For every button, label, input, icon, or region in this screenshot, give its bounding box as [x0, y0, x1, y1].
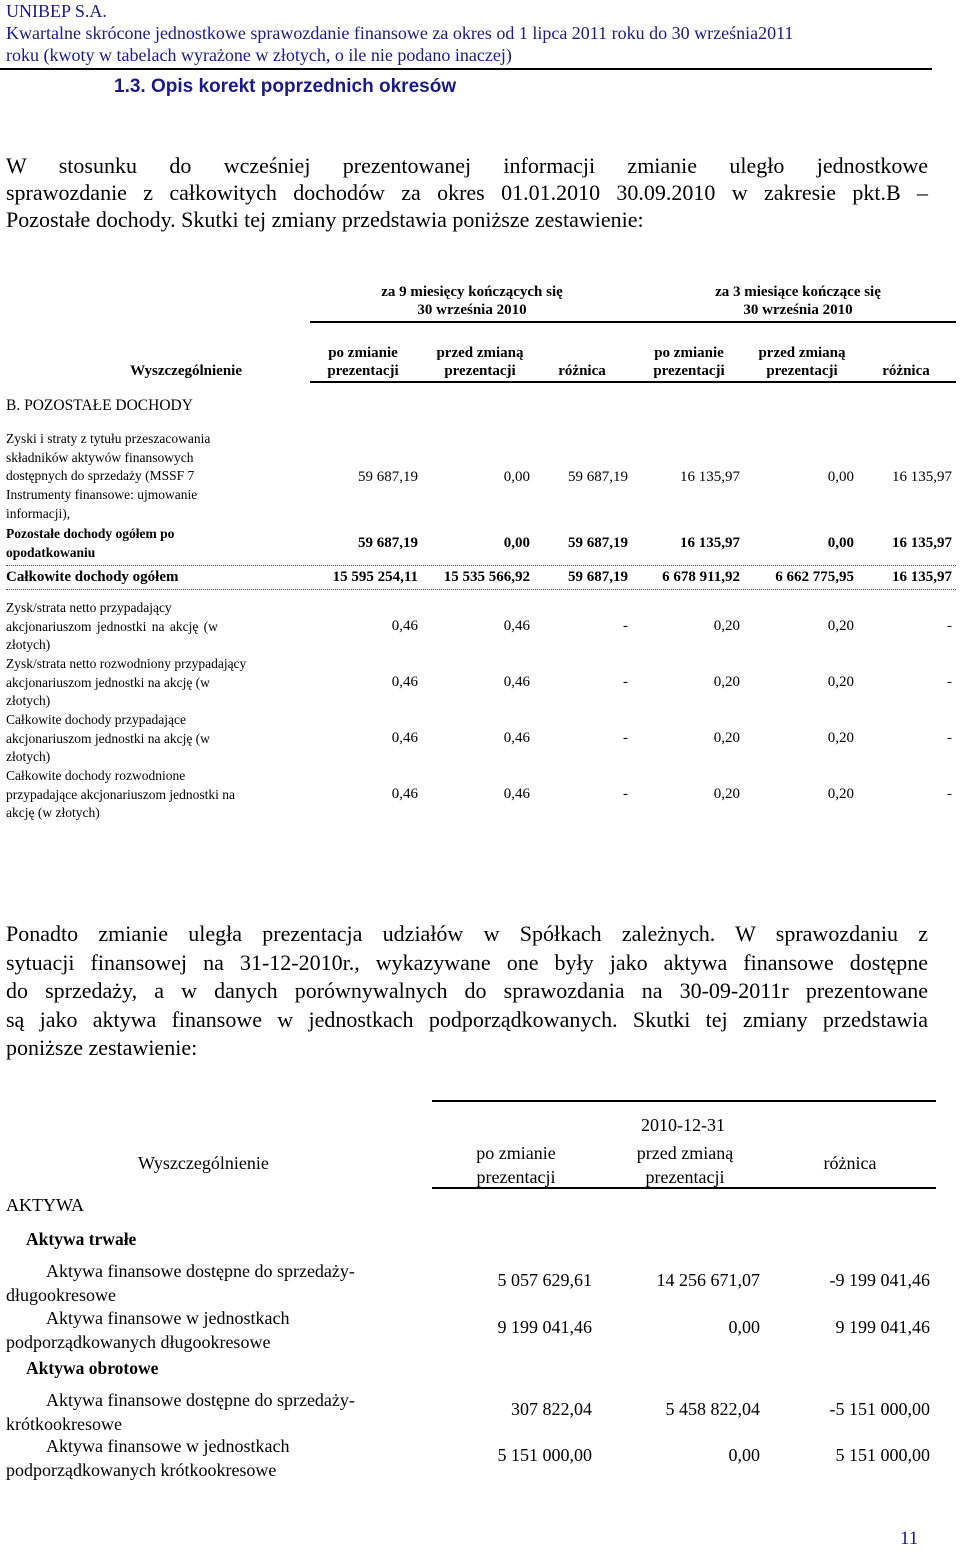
paragraph-2-line: do sprzedaży, a w danych porównywalnych do sprawozdania na 30-09-2011r prezentowane — [6, 978, 928, 1003]
col-po-zmianie-1 — [316, 344, 410, 380]
table-cell: 16 135,97 — [680, 469, 740, 485]
period-9m-label — [310, 283, 634, 319]
table-cell: - — [623, 786, 628, 802]
col-przed-zmiana-2 — [750, 344, 854, 380]
label-line: Zyski i straty z tytułu przeszacowania — [6, 431, 211, 446]
paragraph-2-line: Ponadto zmianie uległa prezentacja udziałów w Spółkach zależnych. W sprawozdaniu z — [6, 921, 928, 946]
table2-col-po-zmianie — [446, 1141, 586, 1189]
table-cell: 59 687,19 — [358, 535, 418, 551]
table-cell: - — [947, 618, 952, 634]
table2-cell: 9 199 041,46 — [835, 1317, 930, 1337]
table2-row-label — [6, 1388, 355, 1436]
col-label: prezentacji — [476, 1167, 556, 1187]
period-9m-line1: za 9 miesięcy kończących się — [381, 284, 563, 300]
table-cell: 0,20 — [827, 786, 854, 802]
company-name: UNIBEP S.A. — [6, 1, 107, 21]
table-cell: - — [947, 674, 952, 690]
period-3m-label — [640, 283, 956, 319]
col-label: prezentacji — [327, 363, 399, 379]
table-cell: 59 687,19 — [568, 569, 628, 585]
table-row-label — [6, 599, 218, 655]
label-line: złotych) — [6, 693, 51, 709]
label-line: Całkowite dochody rozwodnione — [6, 768, 186, 783]
table-cell: 0,20 — [713, 730, 740, 746]
col-label: po zmianie — [328, 345, 398, 361]
table-cell: 0,46 — [503, 618, 530, 634]
label-line: akcjonariuszom jednostki na akcję (w — [6, 674, 210, 690]
col-label: prezentacji — [645, 1167, 725, 1187]
col-label: przed zmianą — [436, 345, 524, 361]
table-cell: - — [623, 674, 628, 690]
label-line: opodatkowaniu — [6, 544, 96, 560]
table2-cell: 5 458 822,04 — [665, 1399, 760, 1419]
table-row-label — [6, 711, 210, 767]
table2-cell: 5 151 000,00 — [497, 1445, 592, 1465]
row-separator — [6, 565, 956, 566]
table-cell: 0,20 — [713, 618, 740, 634]
label-line: przypadające akcjonariuszom jednostki na — [6, 786, 236, 802]
table2-cell: 5 151 000,00 — [835, 1445, 930, 1465]
table-cell: 59 687,19 — [358, 469, 418, 485]
aktywa-obrotowe-label: Aktywa obrotowe — [26, 1358, 159, 1378]
report-title-line1: Kwartalne skrócone jednostkowe sprawozdanie finansowe za okres od 1 lipca 2011 roku do 30 września2011 — [6, 23, 794, 43]
label-line: Zysk/strata netto rozwodniony przypadający — [6, 656, 247, 671]
table-cell: 16 135,97 — [892, 469, 952, 485]
table2-row-header: Wyszczególnienie — [138, 1153, 269, 1173]
table2-col-przed-zmiana — [612, 1141, 758, 1189]
label-line: Aktywa finansowe w jednostkach — [46, 1436, 290, 1456]
table-cell: 15 595 254,11 — [332, 569, 418, 585]
table-cell: - — [623, 618, 628, 634]
paragraph-2-line: poniższe zestawienie: — [6, 1035, 198, 1060]
label-line: akcjonariuszom jednostki na akcję (w — [6, 618, 218, 634]
col-przed-zmiana-1 — [428, 344, 532, 380]
paragraph-2-line: sytuacji finansowej na 31-12-2010r., wykazywane one były jako aktywa finansowe dostępne — [6, 949, 928, 975]
table2-col-roznica: różnica — [823, 1153, 877, 1173]
table2-cell: 0,00 — [728, 1317, 760, 1337]
table-cell: 0,20 — [827, 730, 854, 746]
table2-row-label — [6, 1306, 289, 1354]
table-cell: 59 687,19 — [568, 535, 628, 551]
table2-cell: 14 256 671,07 — [656, 1270, 760, 1290]
col-label: po zmianie — [654, 345, 724, 361]
label-line: akcję (w złotych) — [6, 805, 100, 821]
table-cell: 0,46 — [391, 674, 418, 690]
col-roznica-2: różnica — [882, 363, 930, 379]
table2-row-label — [6, 1259, 355, 1307]
table2-cell: -9 199 041,46 — [829, 1270, 930, 1290]
paragraph-2-line: są jako aktywa finansowe w jednostkach podporządkowanych. Skutki tej zmiany przedstawia — [6, 1006, 928, 1032]
label-line: krótkookresowe — [6, 1414, 122, 1434]
label-line: Instrumenty finansowe: ujmowanie — [6, 487, 198, 503]
table-cell: 6 678 911,92 — [662, 569, 740, 585]
table-cell: 0,46 — [391, 786, 418, 802]
col-label: przed zmianą — [636, 1143, 734, 1163]
table-row-label — [6, 525, 174, 562]
table-cell: - — [947, 730, 952, 746]
header-rule — [0, 68, 932, 70]
table-cell: 0,00 — [503, 469, 530, 485]
table-cell: 16 135,97 — [680, 535, 740, 551]
report-title-line2: roku (kwoty w tabelach wyrażone w złotych, o ile nie podano inaczej) — [6, 45, 512, 65]
label-line: dostępnych do sprzedaży (MSSF 7 — [6, 468, 195, 484]
label-line: Aktywa finansowe dostępne do sprzedaży- — [46, 1261, 355, 1281]
period-header-rule — [310, 321, 956, 323]
table2-cell: 5 057 629,61 — [497, 1270, 592, 1290]
page-number: 11 — [900, 1528, 919, 1549]
label-line: składników aktywów finansowych — [6, 449, 194, 465]
col-label: prezentacji — [653, 363, 725, 379]
col-label: po zmianie — [476, 1143, 556, 1163]
col-label: przed zmianą — [758, 345, 846, 361]
label-line: długookresowe — [6, 1285, 116, 1305]
table-cell: 0,46 — [503, 674, 530, 690]
table-cell: 59 687,19 — [568, 469, 628, 485]
label-line: informacji), — [6, 505, 71, 521]
paragraph-1-line: Pozostałe dochody. Skutki tej zmiany przedstawia poniższe zestawienie: — [6, 207, 644, 232]
label-line: podporządkowanych długookresowe — [6, 1332, 271, 1352]
table-cell: 0,46 — [503, 786, 530, 802]
table-row-label — [6, 655, 246, 711]
table-cell: 0,20 — [827, 674, 854, 690]
table-cell: 0,20 — [827, 618, 854, 634]
aktywa-trwale-label: Aktywa trwałe — [26, 1229, 137, 1249]
table-cell: 0,00 — [503, 535, 530, 551]
table-cell: 16 135,97 — [892, 535, 952, 551]
table2-top-rule — [432, 1100, 936, 1102]
label-line: Całkowite dochody przypadające — [6, 712, 186, 727]
period-3m-line1: za 3 miesiące kończące się — [715, 284, 881, 300]
paragraph-1-line: W stosunku do wcześniej prezentowanej informacji zmianie uległo jednostkowe — [6, 153, 928, 178]
row-separator — [6, 589, 956, 590]
table-cell: 0,46 — [391, 730, 418, 746]
label-line: akcjonariuszom jednostki na akcję (w — [6, 730, 210, 746]
aktywa-label: AKTYWA — [6, 1195, 84, 1215]
label-line: Pozostałe dochody ogółem po — [6, 526, 175, 541]
paragraph-1-line: sprawozdanie z całkowitych dochodów za okres 01.01.2010 30.09.2010 w zakresie pkt.B – — [6, 180, 928, 205]
label-line: Aktywa finansowe w jednostkach — [46, 1308, 290, 1328]
table-row-label — [6, 767, 235, 823]
table-cell: 15 535 566,92 — [443, 569, 530, 585]
table-cell: - — [947, 786, 952, 802]
table-row-label — [6, 430, 210, 524]
label-line: Zysk/strata netto przypadający — [6, 600, 172, 615]
period-3m-line2: 30 września 2010 — [743, 302, 853, 318]
col-label: prezentacji — [444, 363, 516, 379]
col-label: prezentacji — [766, 363, 838, 379]
row-header-label: Wyszczególnienie — [130, 363, 242, 379]
label-line: złotych) — [6, 749, 51, 765]
period-9m-line2: 30 września 2010 — [417, 302, 527, 318]
section-b-label: B. POZOSTAŁE DOCHODY — [6, 397, 193, 414]
table2-cell: 9 199 041,46 — [497, 1317, 592, 1337]
column-header-rule — [310, 381, 956, 383]
label-line: złotych) — [6, 637, 51, 653]
col-roznica-1: różnica — [558, 363, 606, 379]
table-cell: 0,00 — [827, 469, 854, 485]
section-title: 1.3. Opis korekt poprzednich okresów — [114, 76, 457, 97]
table2-header-rule — [432, 1187, 936, 1189]
table2-cell: 307 822,04 — [511, 1399, 592, 1419]
table-row-label: Całkowite dochody ogółem — [6, 569, 179, 585]
table2-cell: -5 151 000,00 — [829, 1399, 930, 1419]
table2-cell: 0,00 — [728, 1445, 760, 1465]
paragraph-1 — [6, 152, 928, 233]
table-cell: 0,20 — [713, 786, 740, 802]
paragraph-2 — [6, 920, 928, 1063]
table-cell: 16 135,97 — [892, 569, 952, 585]
table2-row-label — [6, 1434, 289, 1482]
table-cell: 0,00 — [827, 535, 854, 551]
label-line: Aktywa finansowe dostępne do sprzedaży- — [46, 1390, 355, 1410]
table-cell: 6 662 775,95 — [775, 569, 854, 585]
table-cell: 0,46 — [503, 730, 530, 746]
label-line: podporządkowanych krótkookresowe — [6, 1460, 277, 1480]
table-cell: 0,20 — [713, 674, 740, 690]
col-po-zmianie-2 — [642, 344, 736, 380]
table2-date: 2010-12-31 — [641, 1115, 725, 1135]
table-cell: - — [623, 730, 628, 746]
table-cell: 0,46 — [391, 618, 418, 634]
